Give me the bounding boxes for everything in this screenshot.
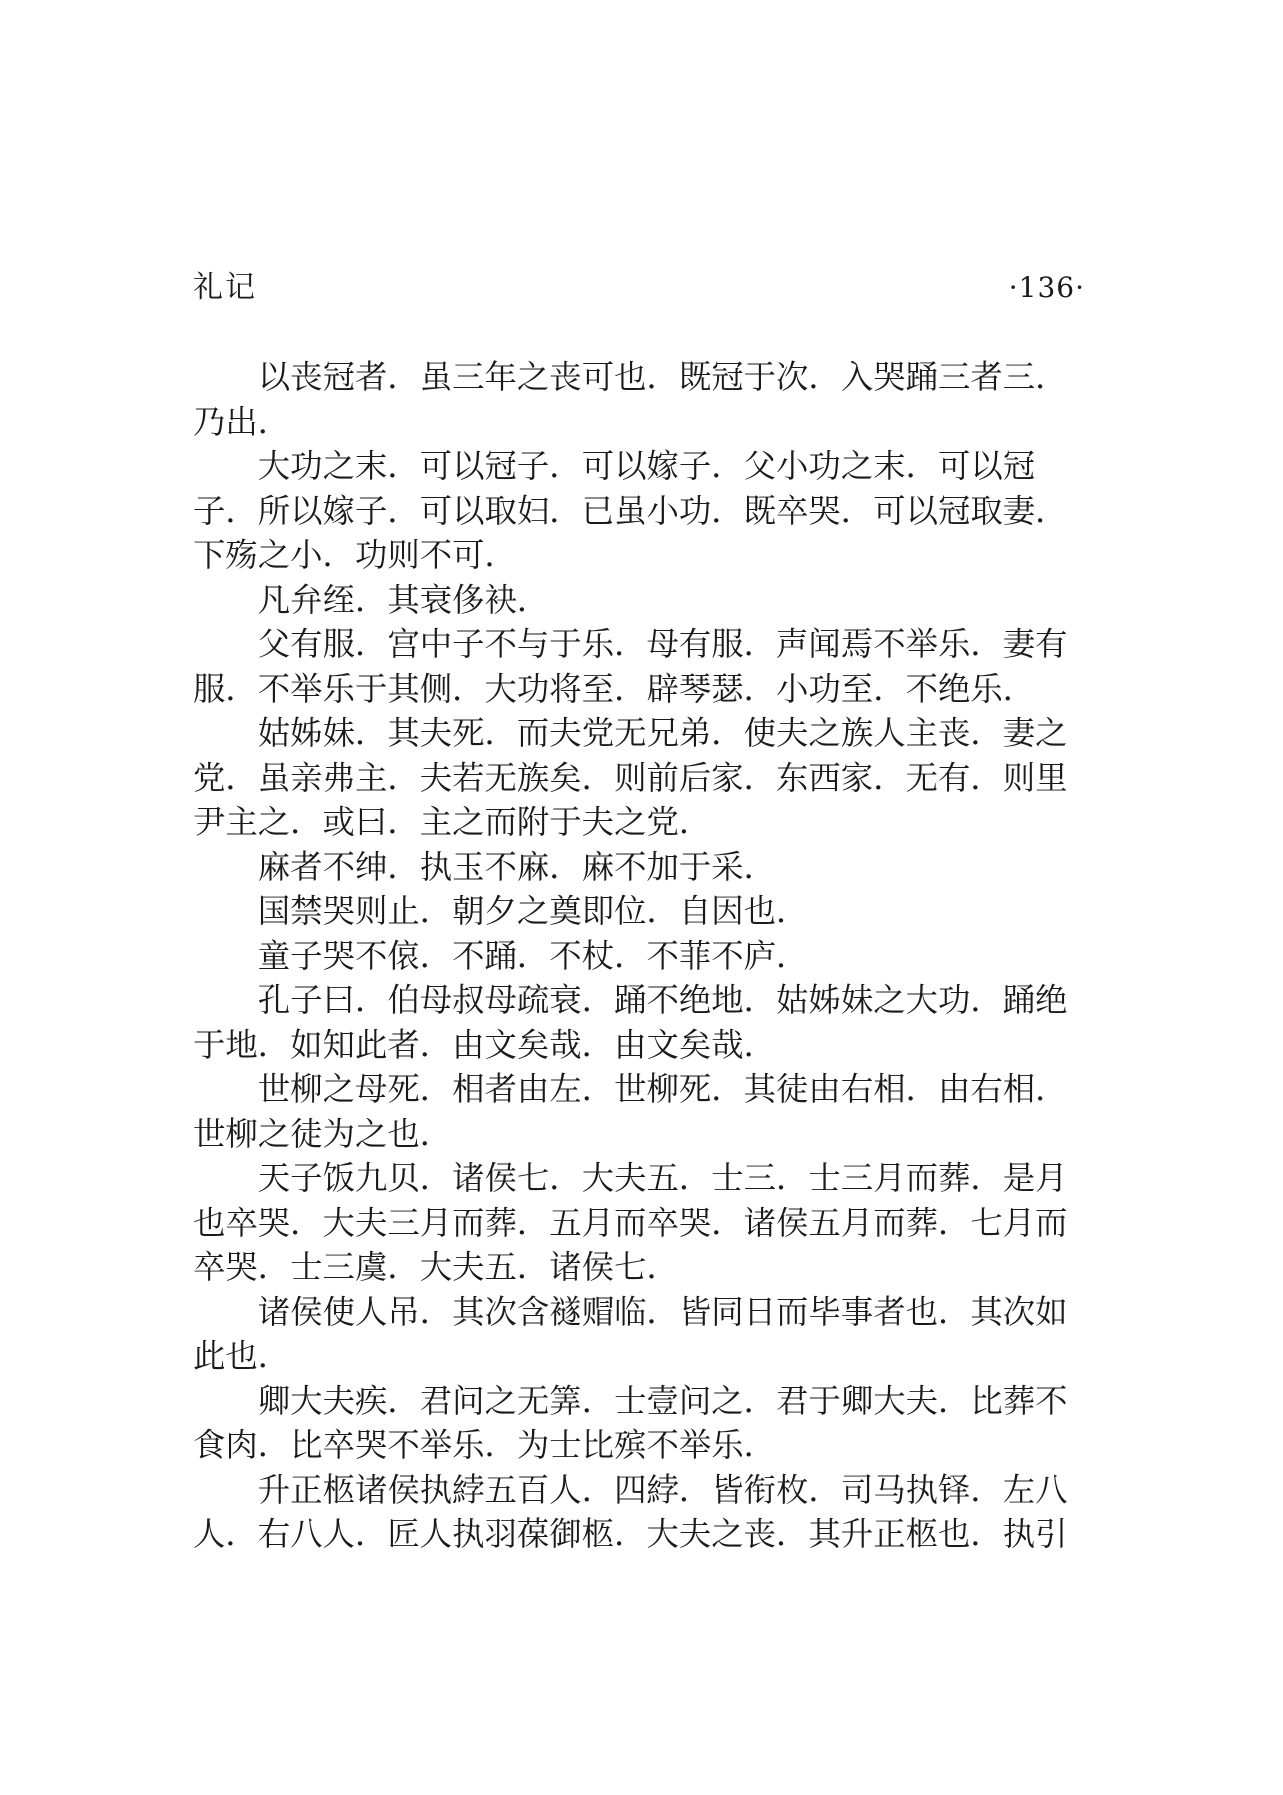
paragraph: 诸侯使人吊．其次含襚赗临．皆同日而毕事者也．其次如此也． [193,1292,1068,1375]
paragraph: 凡弁绖．其衰侈袂． [257,580,550,619]
paragraph: 升正柩诸侯执綍五百人．四綍．皆衔枚．司马执铎．左八人．右八人．匠人执羽葆御柩．大夫之丧．其升正柩也．执引 [193,1470,1068,1553]
book-title: 礼记 [193,270,257,305]
paragraph: 姑姊妹．其夫死．而夫党无兄弟．使夫之族人主丧．妻之党．虽亲弗主．夫若无族矣．则前后家．东西家．无有．则里尹主之．或曰．主之而附于夫之党． [193,714,1068,841]
paragraph: 童子哭不偯．不踊．不杖．不菲不庐． [257,936,809,975]
paragraph: 国禁哭则止．朝夕之奠即位．自因也． [257,892,809,930]
page-header [193,268,1085,308]
paragraph: 麻者不绅．执玉不麻．麻不加于采． [257,847,777,886]
paragraph: 父有服．宫中子不与于乐．母有服．声闻焉不举乐．妻有服．不举乐于其侧．大功将至．辟琴瑟．小功至．不绝乐． [193,625,1068,708]
paragraph: 卿大夫疾．君问之无筭．士壹问之．君于卿大夫．比葬不食肉．比卒哭不举乐．为士比殡不举乐． [193,1381,1068,1464]
paragraph: 大功之末．可以冠子．可以嫁子．父小功之末．可以冠子．所以嫁子．可以取妇．已虽小功．既卒哭．可以冠取妻．下殇之小．功则不可． [193,447,1068,574]
paragraph: 世柳之母死．相者由左．世柳死．其徒由右相．由右相．世柳之徒为之也． [193,1070,1068,1153]
page-number: ·136· [1008,271,1085,304]
paragraph: 以丧冠者．虽三年之丧可也．既冠于次．入哭踊三者三．乃出． [193,358,1068,441]
paragraph: 天子饭九贝．诸侯七．大夫五．士三．士三月而葬．是月也卒哭．大夫三月而葬．五月而卒哭．诸侯五月而葬．七月而卒哭．士三虞．大夫五．诸侯七． [193,1159,1068,1286]
paragraph: 孔子曰．伯母叔母疏衰．踊不绝地．姑姊妹之大功．踊绝于地．如知此者．由文矣哉．由文矣哉． [193,981,1068,1064]
body-text [193,355,1093,1557]
